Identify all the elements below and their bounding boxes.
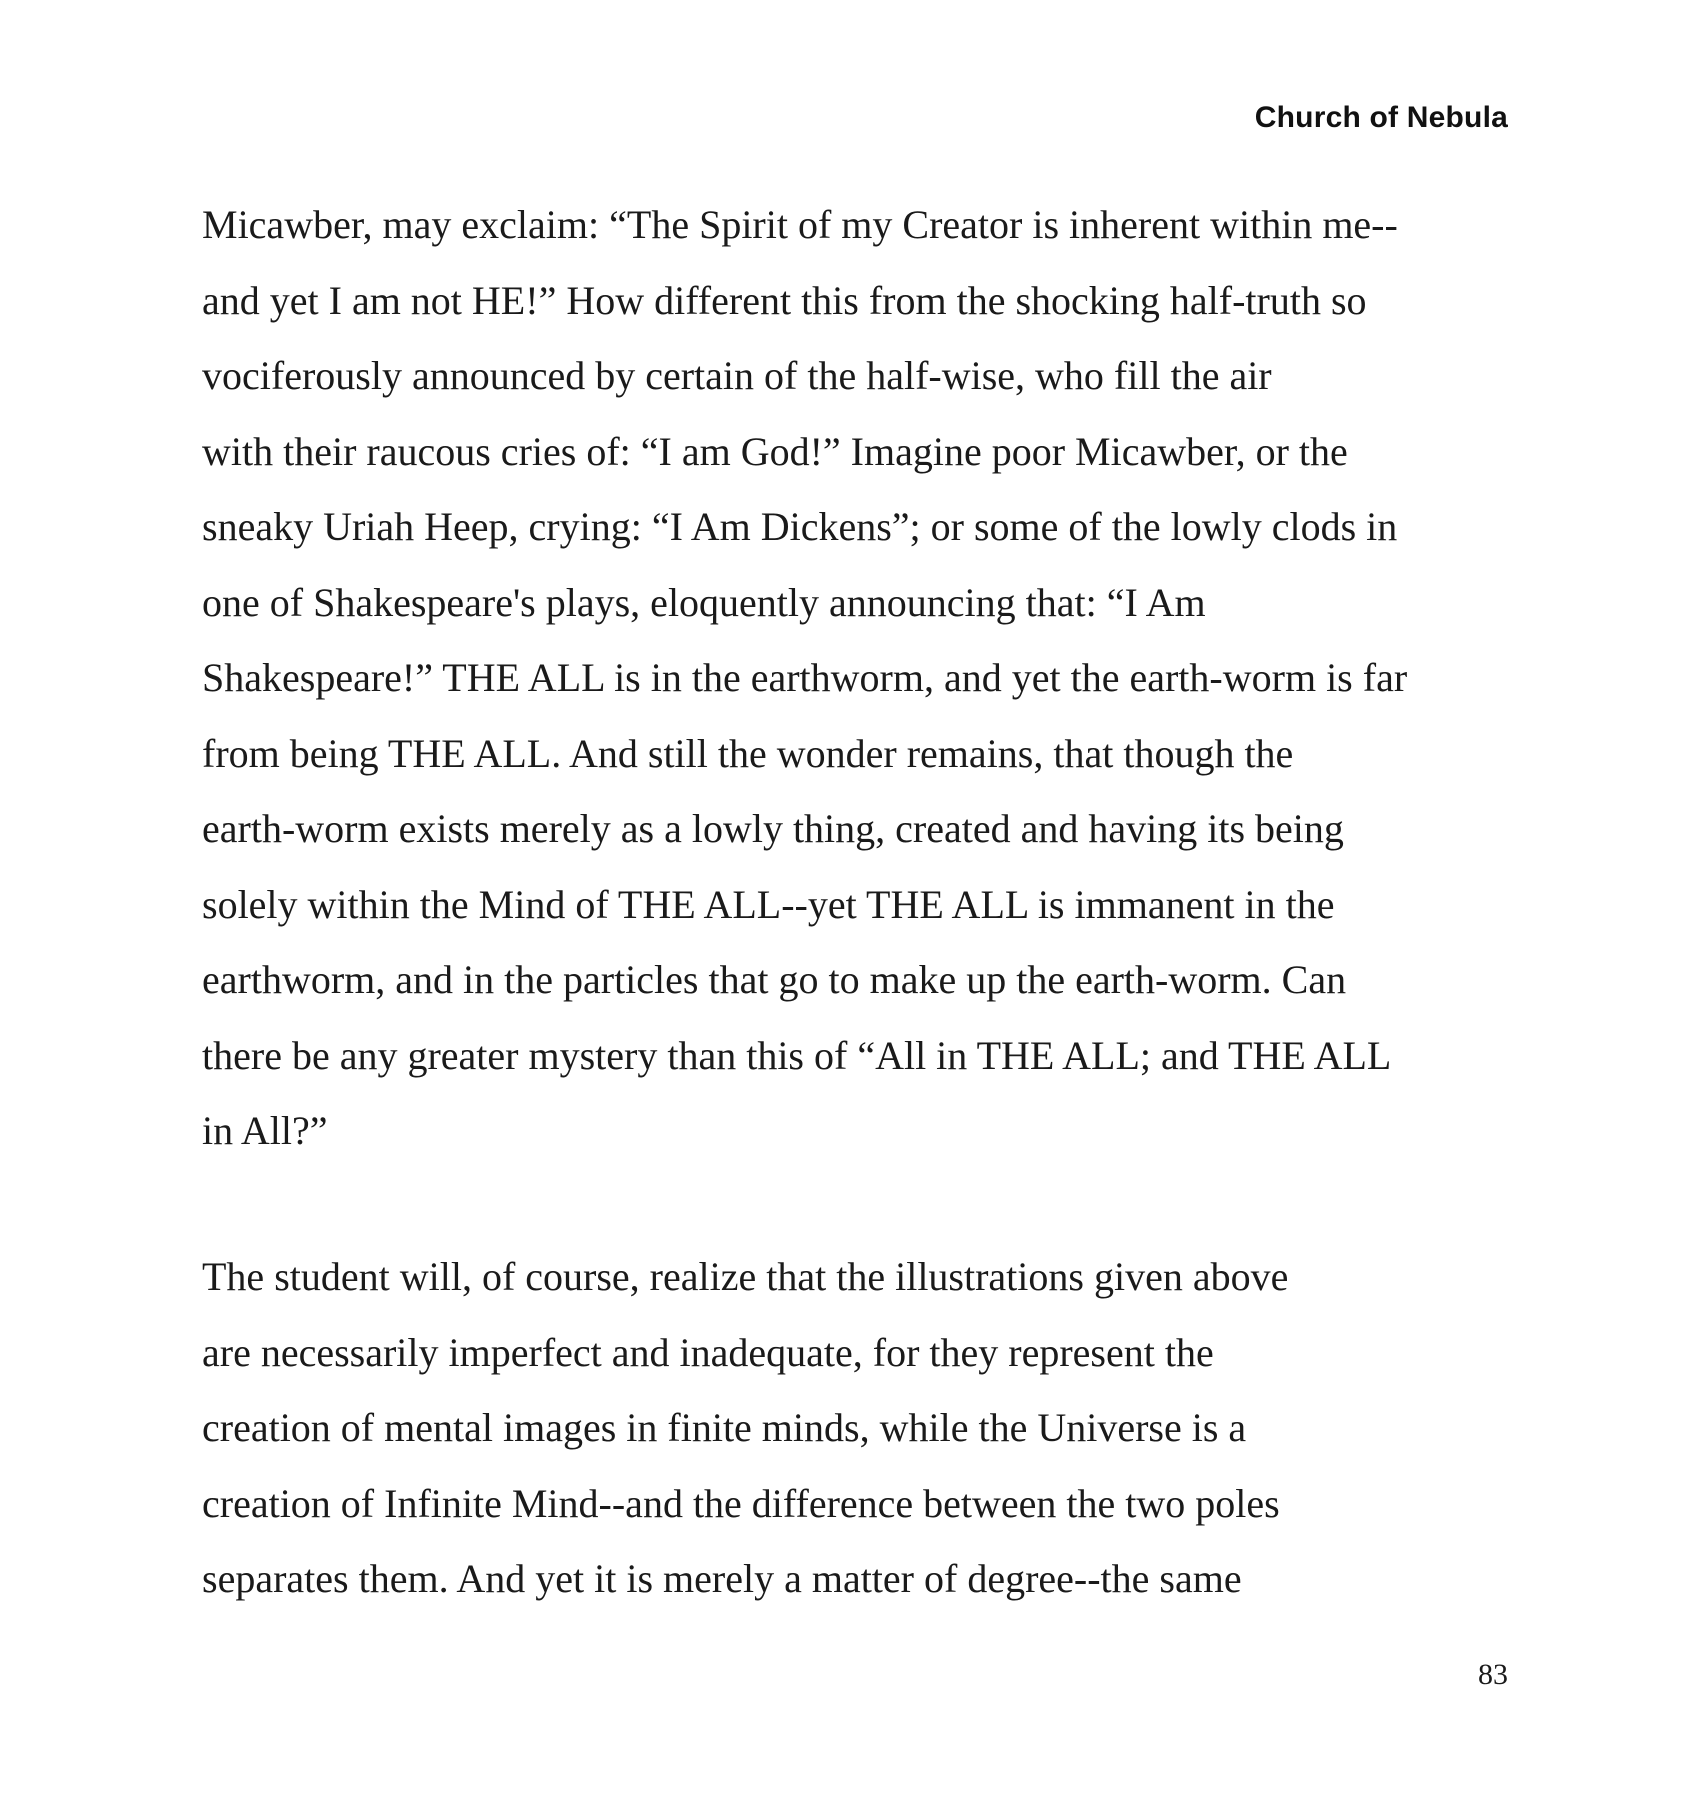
text-line: sneaky Uriah Heep, crying: “I Am Dickens”; or some of the lowly clods in	[202, 504, 1398, 549]
text-line: in All?”	[202, 1108, 328, 1153]
text-line: and yet I am not HE!” How different this from the shocking half-truth so	[202, 277, 1367, 323]
text-line: Micawber, may exclaim: “The Spirit of my Creator is inherent within me--	[202, 202, 1398, 247]
text-line: earth-worm exists merely as a lowly thing, created and having its being	[202, 806, 1344, 851]
paragraph	[202, 1239, 1522, 1617]
text-line: with their raucous cries of: “I am God!” Imagine poor Micawber, or the	[202, 428, 1348, 474]
text-line: The student will, of course, realize that the illustrations given above	[202, 1254, 1289, 1299]
text-line: Shakespeare!” THE ALL is in the earthworm, and yet the earth-worm is far	[202, 655, 1408, 700]
text-line: solely within the Mind of THE ALL--yet THE ALL is immanent in the	[202, 881, 1335, 927]
text-line: there be any greater mystery than this of “All in THE ALL; and THE ALL	[202, 1032, 1392, 1078]
text-line: creation of mental images in finite minds, while the Universe is a	[202, 1405, 1247, 1450]
text-line: are necessarily imperfect and inadequate, for they represent the	[202, 1329, 1214, 1375]
text-line: from being THE ALL. And still the wonder remains, that though the	[202, 730, 1294, 776]
text-line: separates them. And yet it is merely a matter of degree--the same	[202, 1556, 1242, 1601]
page-number: 83	[1478, 1658, 1508, 1691]
running-header: Church of Nebula	[1254, 101, 1508, 134]
text-line: earthworm, and in the particles that go to make up the earth-worm. Can	[202, 957, 1347, 1002]
text-line: vociferously announced by certain of the half-wise, who fill the air	[202, 353, 1272, 398]
text-line: one of Shakespeare's plays, eloquently announcing that: “I Am	[202, 579, 1206, 625]
paragraph	[202, 187, 1522, 1169]
text-line: creation of Infinite Mind--and the difference between the two poles	[202, 1480, 1280, 1526]
